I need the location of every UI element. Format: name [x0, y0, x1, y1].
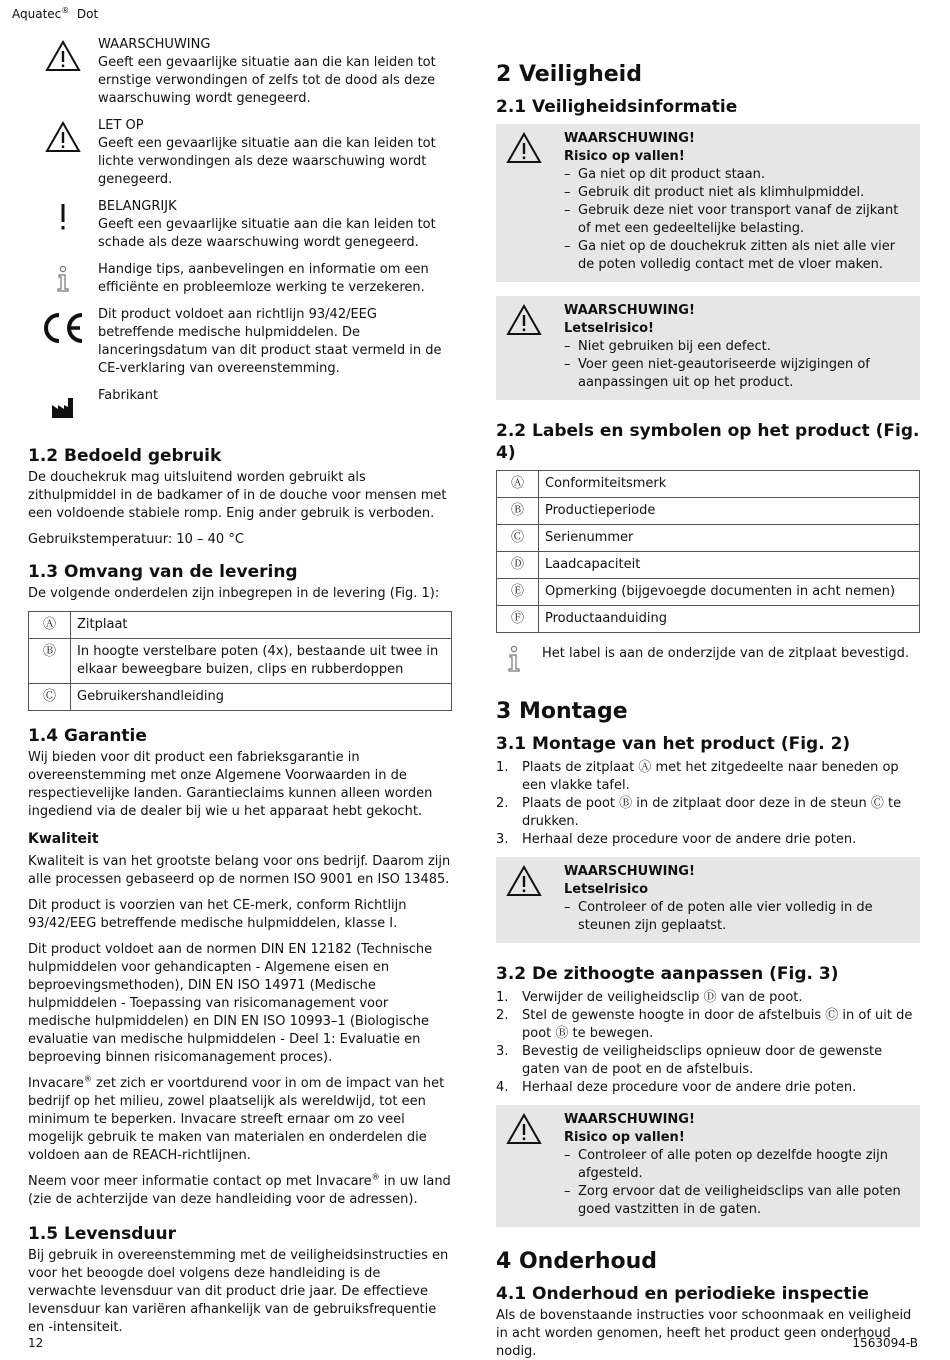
- list-item: – Voer geen niet-geautoriseerde wijzigingen of aanpassingen uit op het product.: [564, 356, 912, 392]
- section-heading-2-2: 2.2 Labels en symbolen op het product (Fig. 4): [496, 421, 920, 463]
- list-item-text: Ga niet op dit product staan.: [578, 167, 765, 182]
- quality-text-5-post: in uw land (zie de achterzijde van deze handleiding voor de adressen).: [28, 1174, 451, 1207]
- quality-text-5: [28, 1173, 452, 1209]
- section-heading-4-1: 4.1 Onderhoud en periodieke inspectie: [496, 1284, 869, 1304]
- warning-triangle-icon: [504, 302, 564, 392]
- info-text: Het label is aan de onderzijde van de zitplaat bevestigd.: [542, 646, 910, 661]
- lifetime-text: Bij gebruik in overeenstemming met de veiligheidsinstructies en voor het beoogde doel volgens deze handleiding is de verwachte levensduur van dit product drie jaar. De effectieve levensduur kan variëren afhankelijk van de gebruiksfrequentie en -intensiteit.: [28, 1248, 449, 1335]
- list-item-text: Zorg ervoor dat de veiligheidsclips van alle poten goed vastzitten in de gaten.: [578, 1184, 901, 1217]
- list-item-text: Stel de gewenste hoogte in door de afstelbuis Ⓒ in of uit de poot Ⓑ te bewegen.: [522, 1008, 913, 1041]
- right-column: [496, 60, 920, 1360]
- symbol-text: Dit product voldoet aan richtlijn 93/42/EEG betreffende medische hulpmiddelen. De lanceringsdatum van dit product staat vermeld in de CE-verklaring van overeenstemming.: [98, 307, 442, 376]
- document-id: 1563094-B: [852, 1336, 918, 1350]
- section-heading-1-4: 1.4 Garantie: [28, 726, 147, 746]
- symbol-row-caution: [28, 117, 452, 189]
- list-item: – Controleer of alle poten op dezelfde hoogte zijn afgesteld.: [564, 1147, 912, 1183]
- symbol-text: Geeft een gevaarlijke situatie aan die kan leiden tot schade als deze waarschuwing wordt genegeerd.: [98, 217, 436, 250]
- list-item-text: Ga niet op de douchekruk zitten als niet alle vier de poten volledig contact met de vloer maken.: [578, 239, 896, 272]
- intended-use-text: De douchekruk mag uitsluitend worden gebruikt als zithulpmiddel in de badkamer of in de douche voor mensen met een voldoende stabiele romp. Enig ander gebruik is verboden.: [28, 470, 447, 521]
- quality-text-5-pre: Neem voor meer informatie contact op met Invacare: [28, 1174, 372, 1189]
- list-item-text: Bevestig de veiligheidsclips opnieuw door de gewenste gaten van de poot en de afstelbuis.: [522, 1044, 883, 1077]
- chapter-heading-3: 3 Montage: [496, 699, 628, 724]
- symbol-row-info: [28, 261, 452, 297]
- symbol-row-ce: [28, 306, 452, 378]
- list-item-text: Gebruik dit product niet als klimhulpmiddel.: [578, 185, 865, 200]
- warning-box-fall: [496, 124, 920, 282]
- symbol-text: Fabrikant: [98, 388, 159, 403]
- table-key: Ⓐ: [29, 612, 71, 639]
- list-item: – Gebruik deze niet voor transport vanaf de zijkant of met een gedeeltelijke belasting.: [564, 202, 912, 238]
- ce-mark-icon: [28, 306, 98, 378]
- list-item: 2. Plaats de poot Ⓑ in de zitplaat door deze in de steun Ⓒ te drukken.: [496, 795, 920, 831]
- warning-triangle-icon: [28, 117, 98, 189]
- symbol-text: Geeft een gevaarlijke situatie aan die kan leiden tot ernstige verwondingen of zelfs tot de dood als deze waarschuwing wordt genegeerd.: [98, 55, 436, 106]
- list-item: – Controleer of de poten alle vier volledig in de steunen zijn geplaatst.: [564, 899, 912, 935]
- list-item: – Zorg ervoor dat de veiligheidsclips van alle poten goed vastzitten in de gaten.: [564, 1183, 912, 1219]
- quality-text-2: Dit product is voorzien van het CE-merk, conform Richtlijn 93/42/EEG betreffende medische hulpmiddelen, klasse I.: [28, 898, 407, 931]
- chapter-heading-4: 4 Onderhoud: [496, 1249, 658, 1274]
- table-value: Productieperiode: [539, 498, 920, 525]
- table-row: [497, 552, 920, 579]
- table-value: Zitplaat: [71, 612, 452, 639]
- warning-subtitle: Risico op vallen!: [564, 1130, 685, 1145]
- warning-subtitle: Letselrisico!: [564, 321, 654, 336]
- symbol-row-important: [28, 198, 452, 252]
- chapter-heading-2: 2 Veiligheid: [496, 62, 642, 87]
- warning-subtitle: Risico op vallen!: [564, 149, 685, 164]
- list-item: – Ga niet op de douchekruk zitten als niet alle vier de poten volledig contact met de vloer maken.: [564, 238, 912, 274]
- list-item-text: Voer geen niet-geautoriseerde wijzigingen of aanpassingen uit op het product.: [578, 357, 870, 390]
- symbol-title: BELANGRIJK: [98, 199, 177, 214]
- warning-title: WAARSCHUWING!: [564, 864, 695, 879]
- maintenance-text: Als de bovenstaande instructies voor schoonmaak en veiligheid in acht worden genomen, heeft het product geen onderhoud nodig.: [496, 1308, 912, 1359]
- table-row: [497, 498, 920, 525]
- assembly-steps: [496, 759, 920, 849]
- list-item: 4. Herhaal deze procedure voor de andere drie poten.: [496, 1080, 857, 1095]
- info-icon: [496, 645, 542, 679]
- list-item: – Gebruik dit product niet als klimhulpmiddel.: [564, 185, 865, 200]
- list-item: 2. Stel de gewenste hoogte in door de afstelbuis Ⓒ in of uit de poot Ⓑ te bewegen.: [496, 1007, 920, 1043]
- brand-name: Invacare: [28, 1076, 84, 1091]
- registered-mark: ®: [83, 1074, 92, 1084]
- symbol-row-manufacturer: [28, 387, 452, 419]
- table-value: Conformiteitsmerk: [539, 471, 920, 498]
- table-key: Ⓕ: [497, 606, 539, 633]
- section-heading-1-3: 1.3 Omvang van de levering: [28, 562, 298, 582]
- quality-text-1: Kwaliteit is van het grootste belang voor ons bedrijf. Daarom zijn alle processen gebaseerd op de normen ISO 9001 en ISO 13485.: [28, 854, 451, 887]
- quality-heading: Kwaliteit: [28, 831, 99, 847]
- table-value: Productaanduiding: [539, 606, 920, 633]
- list-item: 3. Herhaal deze procedure voor de andere drie poten.: [496, 832, 857, 847]
- product-name: Aquatec: [12, 7, 62, 21]
- warning-triangle-icon: [504, 863, 564, 935]
- label-info-note: [496, 645, 920, 679]
- warning-title: WAARSCHUWING!: [564, 131, 695, 146]
- height-steps: [496, 989, 920, 1097]
- list-item-text: Niet gebruiken bij een defect.: [578, 339, 771, 354]
- table-row: [497, 525, 920, 552]
- table-row: [497, 579, 920, 606]
- list-item-text: Controleer of de poten alle vier volledig in de steunen zijn geplaatst.: [578, 900, 873, 933]
- table-row: [497, 606, 920, 633]
- list-item: 1. Verwijder de veiligheidsclip Ⓓ van de poot.: [496, 990, 803, 1005]
- delivery-table: [28, 611, 452, 711]
- list-item-text: Herhaal deze procedure voor de andere drie poten.: [522, 1080, 857, 1095]
- list-item: 3. Bevestig de veiligheidsclips opnieuw door de gewenste gaten van de poot en de afstelbuis.: [496, 1043, 920, 1079]
- table-value: Opmerking (bijgevoegde documenten in acht nemen): [539, 579, 920, 606]
- warning-triangle-icon: [504, 1111, 564, 1219]
- list-item-text: Plaats de poot Ⓑ in de zitplaat door deze in de steun Ⓒ te drukken.: [522, 796, 902, 829]
- section-heading-2-1: 2.1 Veiligheidsinformatie: [496, 97, 738, 117]
- section-heading-3-2: 3.2 De zithoogte aanpassen (Fig. 3): [496, 964, 839, 984]
- symbol-title: WAARSCHUWING: [98, 37, 211, 52]
- warning-box-legs: [496, 857, 920, 943]
- warning-box-height: [496, 1105, 920, 1227]
- section-heading-3-1: 3.1 Montage van het product (Fig. 2): [496, 734, 851, 754]
- table-row: [29, 612, 452, 639]
- table-key: Ⓔ: [497, 579, 539, 606]
- table-row: [29, 684, 452, 711]
- symbol-title: LET OP: [98, 118, 144, 133]
- warning-triangle-icon: [28, 36, 98, 108]
- table-key: Ⓓ: [497, 552, 539, 579]
- delivery-intro: De volgende onderdelen zijn inbegrepen in de levering (Fig. 1):: [28, 586, 440, 601]
- table-row: [29, 639, 452, 684]
- warning-triangle-icon: [504, 130, 564, 274]
- info-icon: [28, 261, 98, 297]
- registered-mark: ®: [61, 6, 70, 15]
- warranty-text: Wij bieden voor dit product een fabrieksgarantie in overeenstemming met onze Algemene Voorwaarden in de respectievelijke landen. Garantieclaims kunnen alleen worden ingediend via de dealer bij wie u het apparaat hebt gekocht.: [28, 750, 433, 819]
- table-value: Laadcapaciteit: [539, 552, 920, 579]
- table-row: [497, 471, 920, 498]
- warning-box-injury: [496, 296, 920, 400]
- table-key: Ⓑ: [29, 639, 71, 684]
- section-heading-1-5: 1.5 Levensduur: [28, 1224, 176, 1244]
- exclamation-icon: [28, 198, 98, 252]
- list-item: – Niet gebruiken bij een defect.: [564, 339, 771, 354]
- symbol-text: Handige tips, aanbevelingen en informatie om een efficiënte en probleemloze werking te verzekeren.: [98, 262, 429, 295]
- quality-text-4-body: zet zich er voortdurend voor in om de impact van het bedrijf op het milieu, zowel plaatselijk als wereldwijd, tot een minimum te beperken. Invacare streeft ernaar om zo veel mogelijk gebruik te maken van materialen en onderdelen die voldoen aan de REACH-richtlijnen.: [28, 1076, 445, 1163]
- list-item: 1. Plaats de zitplaat Ⓐ met het zitgedeelte naar beneden op een vlakke tafel.: [496, 759, 920, 795]
- list-item-text: Herhaal deze procedure voor de andere drie poten.: [522, 832, 857, 847]
- table-key: Ⓒ: [497, 525, 539, 552]
- page-number: 12: [28, 1336, 44, 1350]
- list-item-text: Controleer of alle poten op dezelfde hoogte zijn afgesteld.: [578, 1148, 889, 1181]
- table-key: Ⓑ: [497, 498, 539, 525]
- warning-title: WAARSCHUWING!: [564, 1112, 695, 1127]
- labels-table: [496, 470, 920, 633]
- table-key: Ⓒ: [29, 684, 71, 711]
- table-key: Ⓐ: [497, 471, 539, 498]
- quality-text-3: Dit product voldoet aan de normen DIN EN 12182 (Technische hulpmiddelen voor gehandicapten - Algemene eisen en beproevingsmethoden), DIN EN ISO 14971 (Medische hulpmiddelen - Toepassing van risicomanagement voor medische hulpmiddelen) en DIN EN ISO 10993–1 (Biologische evaluatie van medische hulpmiddelen - Deel 1: Evaluatie en beproeving binnen risicomanagement proces).: [28, 942, 433, 1065]
- table-value: Gebruikershandleiding: [71, 684, 452, 711]
- left-column: [28, 36, 452, 1345]
- table-value: Serienummer: [539, 525, 920, 552]
- section-heading-1-2: 1.2 Bedoeld gebruik: [28, 446, 222, 466]
- table-value: In hoogte verstelbare poten (4x), bestaande uit twee in elkaar beweegbare buizen, clips en rubberdoppen: [71, 639, 452, 684]
- list-item-text: Verwijder de veiligheidsclip Ⓓ van de poot.: [522, 990, 803, 1005]
- list-item: – Ga niet op dit product staan.: [564, 167, 765, 182]
- running-header: [12, 5, 98, 23]
- quality-text-4: [28, 1075, 452, 1165]
- warning-subtitle: Letselrisico: [564, 882, 649, 897]
- manufacturer-icon: [28, 387, 98, 419]
- registered-mark: ®: [371, 1172, 380, 1182]
- temperature-text: Gebruikstemperatuur: 10 – 40 °C: [28, 532, 244, 547]
- list-item-text: Gebruik deze niet voor transport vanaf de zijkant of met een gedeeltelijke belasting.: [578, 203, 899, 236]
- symbol-text: Geeft een gevaarlijke situatie aan die kan leiden tot lichte verwondingen als deze waarschuwing wordt genegeerd.: [98, 136, 436, 187]
- warning-title: WAARSCHUWING!: [564, 303, 695, 318]
- symbol-row-warning: [28, 36, 452, 108]
- list-item-text: Plaats de zitplaat Ⓐ met het zitgedeelte naar beneden op een vlakke tafel.: [522, 760, 899, 793]
- model-name: Dot: [76, 7, 99, 21]
